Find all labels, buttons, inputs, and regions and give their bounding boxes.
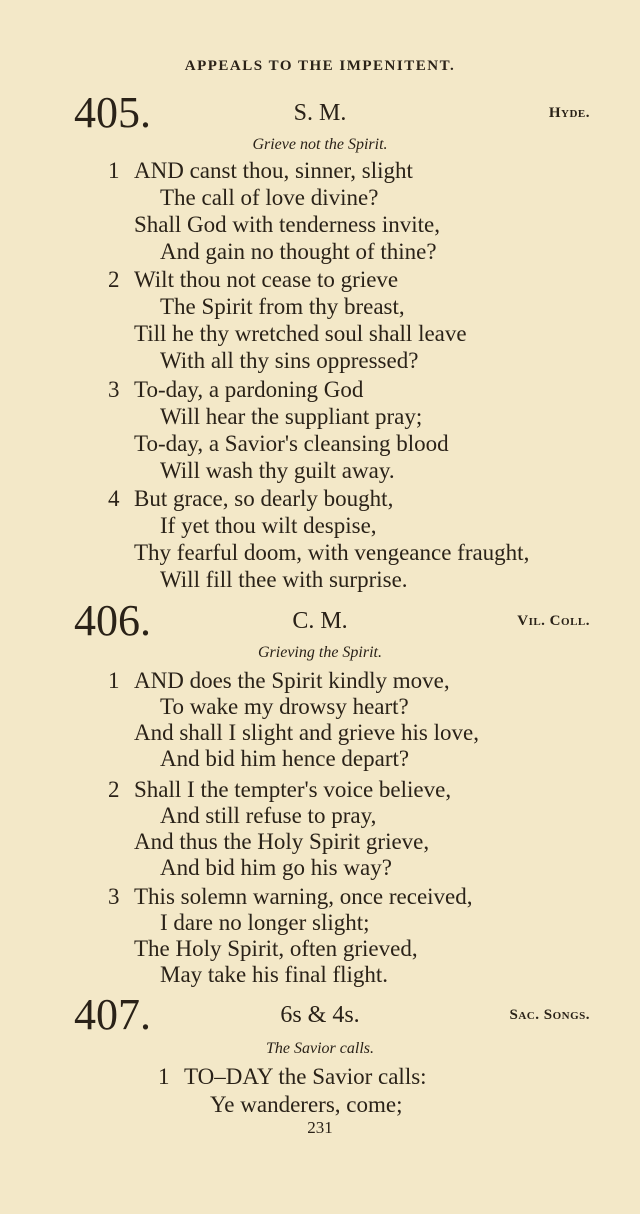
- page-number: 231: [307, 1118, 333, 1137]
- stanza-number: 4: [108, 486, 120, 511]
- verse-line: And still refuse to pray,: [160, 803, 377, 828]
- verse-line: The Holy Spirit, often grieved,: [134, 936, 418, 961]
- verse-line: Will hear the suppliant pray;: [160, 404, 423, 429]
- verse-line: Will wash thy guilt away.: [160, 458, 395, 483]
- verse-line: 1 TO–DAY the Savior calls:: [158, 1064, 427, 1089]
- verse-line: I dare no longer slight;: [160, 910, 370, 935]
- stanza-number: 1: [108, 158, 120, 183]
- verse-line: And bid him hence depart?: [160, 746, 410, 771]
- hymn-subtitle: Grieve not the Spirit.: [252, 136, 388, 153]
- hymn-meter: C. M.: [292, 608, 348, 634]
- verse-line: 2 Wilt thou not cease to grieve: [108, 267, 399, 292]
- stanza-number: 1: [108, 668, 120, 693]
- verse-line: 1 AND does the Spirit kindly move,: [108, 668, 450, 693]
- hymn-tune: Vil. Coll.: [517, 613, 590, 629]
- hymn-tune: Hyde.: [548, 105, 590, 121]
- stanza-number: 3: [108, 884, 120, 909]
- verse-line: And bid him go his way?: [160, 855, 392, 880]
- verse-line: And gain no thought of thine?: [160, 239, 437, 264]
- stanza-number: 2: [108, 777, 120, 802]
- verse-line: Shall God with tenderness invite,: [134, 212, 440, 237]
- hymn-407-header: [0, 990, 640, 1040]
- hymn-meter: S. M.: [293, 100, 347, 126]
- verse-line: The call of love divine?: [160, 185, 379, 210]
- stanza-number: 3: [108, 377, 120, 402]
- verse-line: With all thy sins oppressed?: [160, 348, 419, 373]
- verse-line: 1 AND canst thou, sinner, slight: [108, 158, 413, 183]
- verse-line: To-day, a Savior's cleansing blood: [134, 431, 449, 456]
- hymn-number: 407.: [74, 990, 151, 1039]
- verse-line: And thus the Holy Spirit grieve,: [134, 829, 430, 854]
- hymn-tune: Sac. Songs.: [509, 1007, 590, 1023]
- hymn-number: 406.: [74, 596, 151, 645]
- hymn-subtitle: Grieving the Spirit.: [258, 644, 382, 661]
- running-head: APPEALS TO THE IMPENITENT.: [184, 58, 456, 74]
- verse-line: 3 This solemn warning, once received,: [108, 884, 473, 909]
- verse-line: And shall I slight and grieve his love,: [134, 720, 479, 745]
- verse-line: Thy fearful doom, with vengeance fraught,: [134, 540, 530, 565]
- verse-line: To wake my drowsy heart?: [160, 694, 409, 719]
- verse-line: Till he thy wretched soul shall leave: [134, 321, 467, 346]
- verse-line: May take his final flight.: [160, 962, 389, 987]
- verse-line: Will fill thee with surprise.: [160, 567, 408, 592]
- verse-line: Ye wanderers, come;: [210, 1092, 403, 1117]
- verse-line: If yet thou wilt despise,: [160, 513, 377, 538]
- hymn-405-header: [0, 88, 640, 138]
- stanza-number: 1: [158, 1064, 170, 1089]
- hymn-406-header: [0, 596, 640, 646]
- hymn-number: 405.: [74, 88, 151, 137]
- hymn-meter: 6s & 4s.: [280, 1002, 360, 1028]
- hymn-subtitle: The Savior calls.: [266, 1040, 374, 1057]
- verse-line: 3 To-day, a pardoning God: [108, 377, 364, 402]
- verse-line: 2 Shall I the tempter's voice believe,: [108, 777, 452, 802]
- verse-line: 4 But grace, so dearly bought,: [108, 486, 394, 511]
- stanza-number: 2: [108, 267, 120, 292]
- verse-line: The Spirit from thy breast,: [160, 294, 405, 319]
